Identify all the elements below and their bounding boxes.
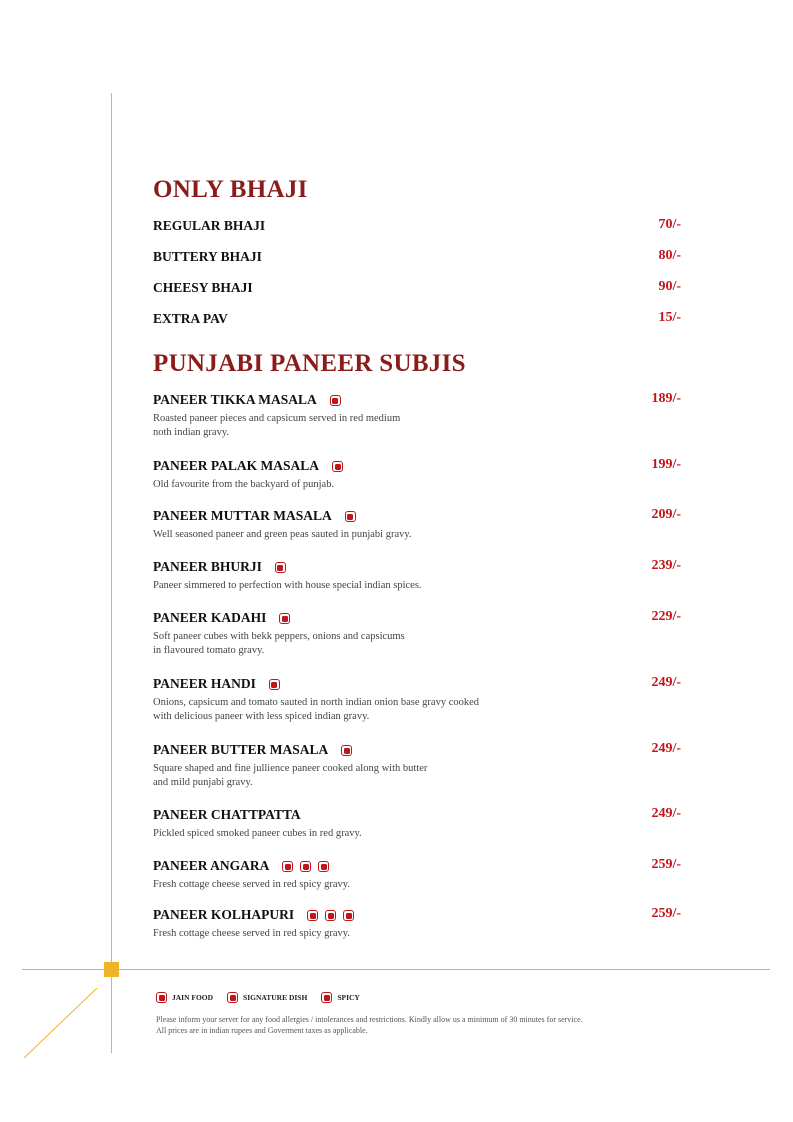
legend-item-signature: SIGNATURE DISH bbox=[227, 992, 307, 1003]
item-description: Well seasoned paneer and green peas sauted in punjabi gravy. bbox=[153, 529, 412, 540]
legend-item-jain: JAIN FOOD bbox=[156, 992, 213, 1003]
signature-dish-icon bbox=[282, 861, 293, 872]
item-price: 199/- bbox=[651, 457, 681, 472]
jain-icon bbox=[341, 745, 352, 756]
jain-icon bbox=[330, 395, 341, 406]
spicy-icon bbox=[318, 861, 329, 872]
item-name: PANEER PALAK MASALA bbox=[153, 458, 320, 473]
jain-icon bbox=[345, 511, 356, 522]
item-name: PANEER BUTTER MASALA bbox=[153, 742, 329, 757]
item-name: PANEER ANGARA bbox=[153, 858, 270, 873]
item-name: CHEESY BHAJI bbox=[153, 280, 253, 295]
signature-dish-icon bbox=[307, 910, 318, 921]
spicy-icon bbox=[321, 992, 332, 1003]
item-price: 70/- bbox=[658, 217, 681, 232]
jain-icon bbox=[279, 613, 290, 624]
jain-icon bbox=[332, 461, 343, 472]
accent-square bbox=[104, 962, 119, 977]
menu-item bbox=[153, 609, 681, 658]
item-name: PANEER BHURJI bbox=[153, 559, 262, 574]
menu-item bbox=[153, 248, 681, 266]
menu-item bbox=[153, 857, 681, 892]
item-price: 239/- bbox=[651, 558, 681, 573]
item-price: 249/- bbox=[651, 806, 681, 821]
jain-icon bbox=[269, 679, 280, 690]
menu-item bbox=[153, 806, 681, 841]
item-price: 249/- bbox=[651, 741, 681, 756]
menu-item bbox=[153, 558, 681, 593]
item-description: Onions, capsicum and tomato sauted in north indian onion base gravy cooked with delicious paneer with less spiced indian gravy. bbox=[153, 697, 480, 722]
menu-item bbox=[153, 217, 681, 235]
footnote-line-2: All prices are in indian rupees and Goverment taxes as applicable. bbox=[156, 1026, 368, 1035]
horizontal-accent-line bbox=[22, 969, 770, 970]
item-name: PANEER KOLHAPURI bbox=[153, 907, 295, 922]
section-title-punjabi-paneer-subjis: PUNJABI PANEER SUBJIS bbox=[153, 350, 466, 377]
item-description: Paneer simmered to perfection with house special indian spices. bbox=[153, 580, 422, 591]
item-price: 259/- bbox=[651, 857, 681, 872]
item-price: 80/- bbox=[658, 248, 681, 263]
item-name: PANEER MUTTAR MASALA bbox=[153, 508, 332, 523]
item-price: 259/- bbox=[651, 906, 681, 921]
menu-item bbox=[153, 310, 681, 328]
item-description: Old favourite from the backyard of punjab. bbox=[153, 479, 335, 490]
item-price: 209/- bbox=[651, 507, 681, 522]
item-name: PANEER HANDI bbox=[153, 676, 256, 691]
item-name: PANEER KADAHI bbox=[153, 610, 267, 625]
item-description: Soft paneer cubes with bekk peppers, onions and capsicums in flavoured tomato gravy. bbox=[153, 631, 405, 656]
item-description: Roasted paneer pieces and capsicum served in red medium noth indian gravy. bbox=[153, 413, 401, 438]
item-price: 15/- bbox=[658, 310, 681, 325]
menu-item bbox=[153, 675, 681, 724]
menu-item bbox=[153, 906, 681, 941]
signature-dish-icon bbox=[227, 992, 238, 1003]
jain-icon bbox=[325, 910, 336, 921]
item-name: PANEER TIKKA MASALA bbox=[153, 392, 317, 407]
vertical-accent-line bbox=[111, 93, 112, 1053]
item-name: REGULAR BHAJI bbox=[153, 218, 266, 233]
jain-icon bbox=[275, 562, 286, 573]
jain-icon bbox=[300, 861, 311, 872]
menu-item bbox=[153, 741, 681, 790]
item-description: Square shaped and fine jullience paneer cooked along with butter and mild punjabi gravy. bbox=[153, 763, 428, 788]
item-price: 189/- bbox=[651, 391, 681, 406]
menu-item bbox=[153, 507, 681, 542]
item-description: Pickled spiced smoked paneer cubes in red gravy. bbox=[153, 828, 362, 839]
item-name: PANEER CHATTPATTA bbox=[153, 807, 301, 822]
jain-icon bbox=[156, 992, 167, 1003]
menu-item bbox=[153, 457, 681, 492]
item-price: 90/- bbox=[658, 279, 681, 294]
item-description: Fresh cottage cheese served in red spicy gravy. bbox=[153, 879, 350, 890]
item-description: Fresh cottage cheese served in red spicy gravy. bbox=[153, 928, 350, 939]
item-price: 229/- bbox=[651, 609, 681, 624]
item-price: 249/- bbox=[651, 675, 681, 690]
footnote-line-1: Please inform your server for any food allergies / intolerances and restrictions. Kindly allow us a minimum of 30 minutes for service. bbox=[156, 1015, 583, 1024]
menu-item bbox=[153, 279, 681, 297]
item-name: EXTRA PAV bbox=[153, 311, 228, 326]
item-name: BUTTERY BHAJI bbox=[153, 249, 262, 264]
diagonal-accent-line bbox=[22, 988, 102, 1060]
legend-item-spicy: SPICY bbox=[321, 992, 360, 1003]
section-title-only-bhaji: ONLY BHAJI bbox=[153, 176, 308, 203]
menu-item bbox=[153, 391, 681, 440]
spicy-icon bbox=[343, 910, 354, 921]
footnote bbox=[156, 1014, 583, 1036]
legend bbox=[156, 992, 360, 1003]
